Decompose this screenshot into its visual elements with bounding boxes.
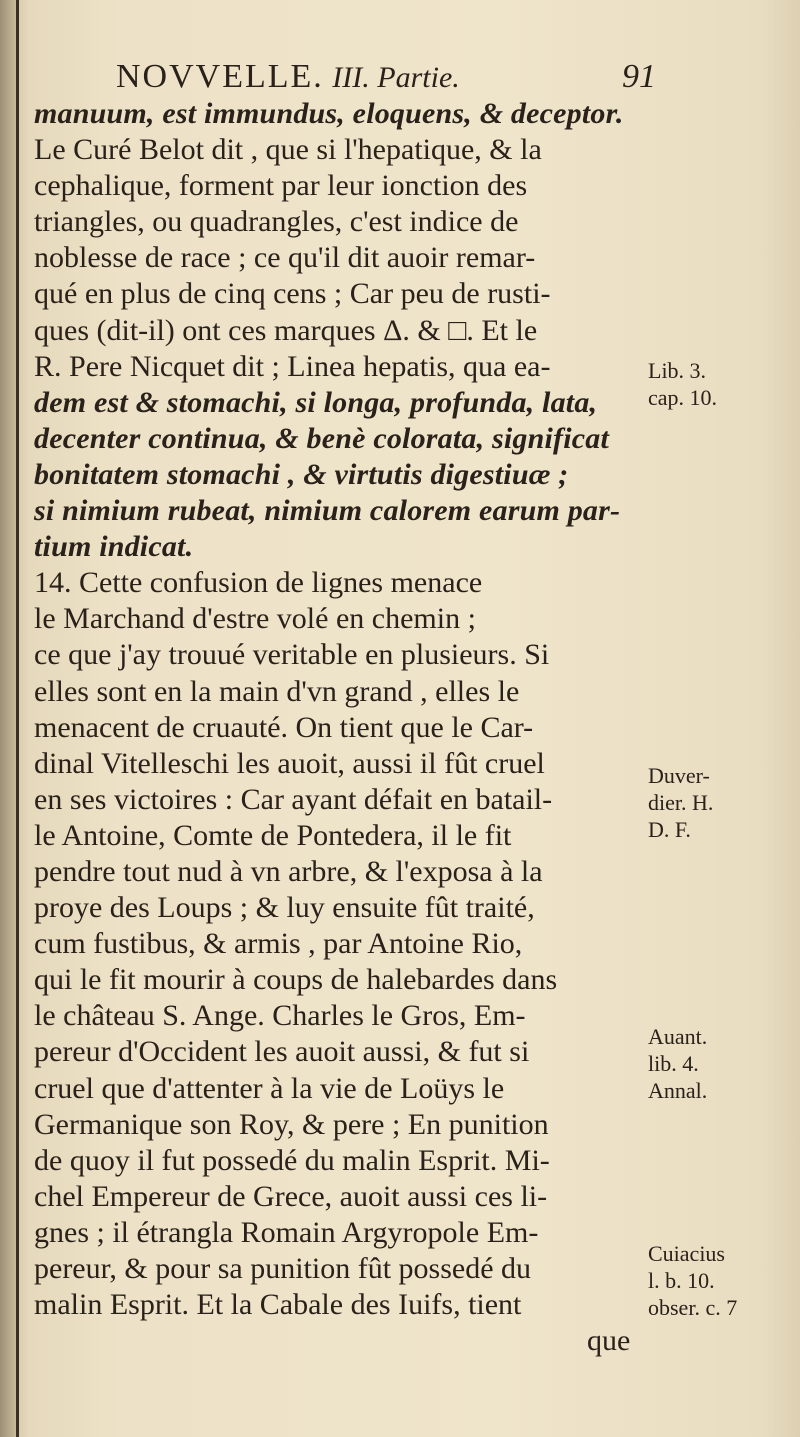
text-line: manuum, est immundus, eloquens, & deceptor. bbox=[34, 97, 624, 130]
text-line: gnes ; il étrangla Romain Argyropole Em- bbox=[34, 1215, 539, 1249]
text-line: triangles, ou quadrangles, c'est indice de bbox=[34, 205, 519, 239]
margin-note-line: lib. 4. bbox=[648, 1051, 699, 1076]
margin-note bbox=[648, 762, 798, 843]
margin-note-line: Cuiacius bbox=[648, 1241, 725, 1266]
main-text bbox=[34, 96, 639, 1359]
margin-note-line: Lib. 3. bbox=[648, 358, 707, 383]
text-line: cruel que d'attenter à la vie de Loüys le bbox=[34, 1071, 505, 1105]
text-line: si nimium rubeat, nimium calorem earum par- bbox=[34, 494, 621, 528]
text-line: bonitatem stomachi , & virtutis digestiuæ ; bbox=[34, 457, 569, 491]
text-line: chel Empereur de Grece, auoit aussi ces li- bbox=[34, 1179, 548, 1213]
text-line: le Marchand d'estre volé en chemin ; bbox=[34, 602, 476, 636]
margin-note-line: Annal. bbox=[648, 1078, 708, 1103]
text-line: Germanique son Roy, & pere ; En punition bbox=[34, 1107, 549, 1141]
text-line: R. Pere Nicquet dit ; Linea hepatis, qua ea- bbox=[34, 349, 551, 383]
text-line: decenter continua, & benè colorata, significat bbox=[34, 421, 610, 455]
margin-note-line: l. b. 10. bbox=[648, 1268, 715, 1293]
margin-note-line: D. F. bbox=[648, 817, 691, 842]
text-line: proye des Loups ; & luy ensuite fût traité, bbox=[34, 891, 535, 925]
text-line: qué en plus de cinq cens ; Car peu de rusti- bbox=[34, 277, 551, 311]
text-line: cephalique, forment par leur ionction des bbox=[34, 169, 528, 203]
text-line: ce que j'ay trouué veritable en plusieurs. Si bbox=[34, 638, 550, 672]
text-line: Le Curé Belot dit , que si l'hepatique, & la bbox=[34, 133, 542, 167]
text-line: cum fustibus, & armis , par Antoine Rio, bbox=[34, 927, 523, 961]
text-line: pendre tout nud à vn arbre, & l'exposa à la bbox=[34, 854, 543, 888]
text-line: menacent de cruauté. On tient que le Car- bbox=[34, 710, 534, 744]
margin-note bbox=[648, 1023, 798, 1104]
margin-note-line: cap. 10. bbox=[648, 385, 718, 410]
margin-note-line: Duver- bbox=[648, 763, 710, 788]
text-line: pereur d'Occident les auoit aussi, & fut si bbox=[34, 1035, 530, 1069]
text-line: pereur, & pour sa punition fût possedé du bbox=[34, 1252, 532, 1285]
text-line: dinal Vitelleschi les auoit, aussi il fût cruel bbox=[34, 746, 545, 780]
text-line: de quoy il fut possedé du malin Esprit. Mi- bbox=[34, 1143, 550, 1177]
text-line: noblesse de race ; ce qu'il dit auoir remar- bbox=[34, 241, 536, 275]
text-line: le Antoine, Comte de Pontedera, il le fit bbox=[34, 818, 512, 852]
text-line: en ses victoires : Car ayant défait en batail- bbox=[34, 782, 553, 816]
margin-note-line: dier. H. bbox=[648, 790, 714, 815]
text-line: elles sont en la main d'vn grand , elles le bbox=[34, 674, 520, 708]
text-line: tium indicat. bbox=[34, 530, 194, 564]
running-title: NOVVELLE. bbox=[116, 58, 324, 95]
text-line: le château S. Ange. Charles le Gros, Em- bbox=[34, 999, 526, 1033]
margin-note-line: Auant. bbox=[648, 1024, 708, 1049]
book-binding bbox=[0, 0, 16, 1437]
text-line: dem est & stomachi, si longa, profunda, lata, bbox=[34, 385, 598, 419]
margin-note-line: obser. c. 7 bbox=[648, 1295, 738, 1320]
text-line: malin Esprit. Et la Cabale des Iuifs, tient bbox=[34, 1288, 522, 1322]
text-line: que bbox=[587, 1324, 631, 1358]
page-number: 91 bbox=[622, 58, 656, 95]
part-label: III. Partie. bbox=[332, 61, 460, 94]
margin-note bbox=[648, 1240, 798, 1321]
text-line: ques (dit-il) ont ces marques Δ. & □. Et le bbox=[34, 313, 538, 347]
binding-edge bbox=[16, 0, 19, 1437]
running-header bbox=[116, 58, 656, 98]
margin-note bbox=[648, 357, 798, 411]
text-line: 14. Cette confusion de lignes menace bbox=[34, 566, 483, 600]
text-line: qui le fit mourir à coups de halebardes dans bbox=[34, 963, 558, 997]
